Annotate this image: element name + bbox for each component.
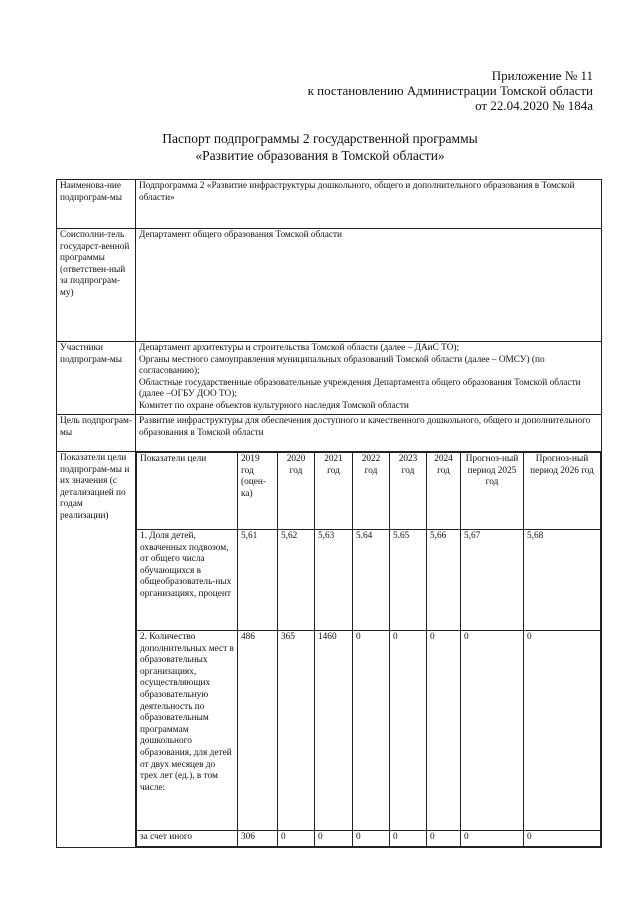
resolution-reference: к постановлению Администрации Томской области bbox=[307, 83, 593, 98]
row-indicators bbox=[57, 452, 602, 848]
title-line-2: «Развитие образования в Томской области» bbox=[195, 148, 445, 163]
row-name bbox=[57, 180, 602, 229]
indicator-value: 0 bbox=[315, 831, 353, 847]
column-header: 2023 год bbox=[390, 453, 427, 530]
indicator-value: 0 bbox=[524, 831, 601, 847]
document-header bbox=[308, 68, 593, 113]
title-line-1: Паспорт подпрограммы 2 государственной программы bbox=[162, 131, 478, 146]
table-row bbox=[137, 631, 601, 831]
indicators-table bbox=[136, 452, 601, 847]
column-header: 2020 год bbox=[278, 453, 315, 530]
indicator-value: 0 bbox=[353, 831, 390, 847]
indicator-value: 5.65 bbox=[390, 530, 427, 631]
indicator-value: 0 bbox=[427, 831, 461, 847]
participant-item: Департамент архитектуры и строительства Томской области (далее – ДАиС ТО); bbox=[139, 343, 460, 353]
indicator-name: за счет иного bbox=[137, 831, 238, 847]
indicator-value: 0 bbox=[427, 631, 461, 831]
participant-item: Комитет по охране объектов культурного наследия Томской области bbox=[139, 400, 409, 411]
coexecutor-label: Соисполни-тель государст-венной программы (ответствен-ный за подпрограм-му) bbox=[57, 229, 136, 342]
table-row bbox=[137, 530, 601, 631]
indicator-name: 1. Доля детей, охваченных подвозом, от общего числа обучающихся в общеобразователь-ных организациях, процент bbox=[137, 530, 238, 631]
column-header: Прогноз-ный период 2026 год bbox=[524, 453, 601, 530]
participants-label: Участники подпрограм-мы bbox=[57, 342, 136, 415]
participant-item: Органы местного самоуправления муниципальных образований Томской области (далее – ОМСУ) (по согласованию); bbox=[139, 354, 545, 377]
row-participants bbox=[57, 342, 602, 415]
column-header: 2022 год bbox=[353, 453, 390, 530]
column-header: 2021 год bbox=[315, 453, 353, 530]
goal-value: Развитие инфраструктуры для обеспечения доступного и качественного дошкольного, общего и дополнительного образования в Томской области bbox=[136, 415, 602, 452]
indicator-value: 0 bbox=[524, 631, 601, 831]
document-title bbox=[0, 130, 640, 164]
indicator-value: 0 bbox=[278, 831, 315, 847]
indicator-value: 365 bbox=[278, 631, 315, 831]
goal-label: Цель подпрограм-мы bbox=[57, 415, 136, 452]
column-header: 2024 год bbox=[427, 453, 461, 530]
appendix-number: Приложение № 11 bbox=[491, 68, 593, 83]
indicator-value: 0 bbox=[390, 831, 427, 847]
resolution-date: от 22.04.2020 № 184а bbox=[475, 98, 593, 113]
indicator-value: 5,66 bbox=[427, 530, 461, 631]
indicator-value: 5,63 bbox=[315, 530, 353, 631]
indicator-value: 0 bbox=[390, 631, 427, 831]
name-value: Подпрограмма 2 «Развитие инфраструктуры дошкольного, общего и дополнительного образования в Томской области» bbox=[136, 180, 602, 229]
row-coexecutor bbox=[57, 229, 602, 342]
passport-table bbox=[56, 179, 602, 848]
indicator-value: 306 bbox=[238, 831, 278, 847]
coexecutor-value: Департамент общего образования Томской области bbox=[136, 229, 602, 342]
indicator-value: 0 bbox=[461, 631, 524, 831]
indicator-value: 5.64 bbox=[353, 530, 390, 631]
indicator-value: 5,68 bbox=[524, 530, 601, 631]
participant-item: Областные государственные образовательные учреждения Департамента общего образования Томской области (далее –ОГБУ ДОО ТО); bbox=[139, 377, 581, 400]
column-header: Прогноз-ный период 2025 год bbox=[461, 453, 524, 530]
indicator-name: 2. Количество дополнительных мест в образовательных организациях, осуществляющих образовательную деятельность по образовательным программам дошкольного образования, для детей от двух месяцев до трех лет (ед.), в том числе: bbox=[137, 631, 238, 831]
name-label: Наименова-ние подпрограм-мы bbox=[57, 180, 136, 229]
indicator-value: 5,62 bbox=[278, 530, 315, 631]
indicator-value: 486 bbox=[238, 631, 278, 831]
indicator-value: 5,61 bbox=[238, 530, 278, 631]
column-header: 2019 год (оцен-ка) bbox=[238, 453, 278, 530]
indicator-value: 0 bbox=[461, 831, 524, 847]
indicators-label: Показатели цели подпрограм-мы и их значения (с детализацией по годам реализации) bbox=[57, 452, 136, 848]
indicators-header-row bbox=[137, 453, 601, 530]
participants-value bbox=[136, 342, 602, 415]
table-row bbox=[137, 831, 601, 847]
row-goal bbox=[57, 415, 602, 452]
indicator-value: 1460 bbox=[315, 631, 353, 831]
indicator-value: 0 bbox=[353, 631, 390, 831]
column-header: Показатели цели bbox=[137, 453, 238, 530]
indicator-value: 5,67 bbox=[461, 530, 524, 631]
